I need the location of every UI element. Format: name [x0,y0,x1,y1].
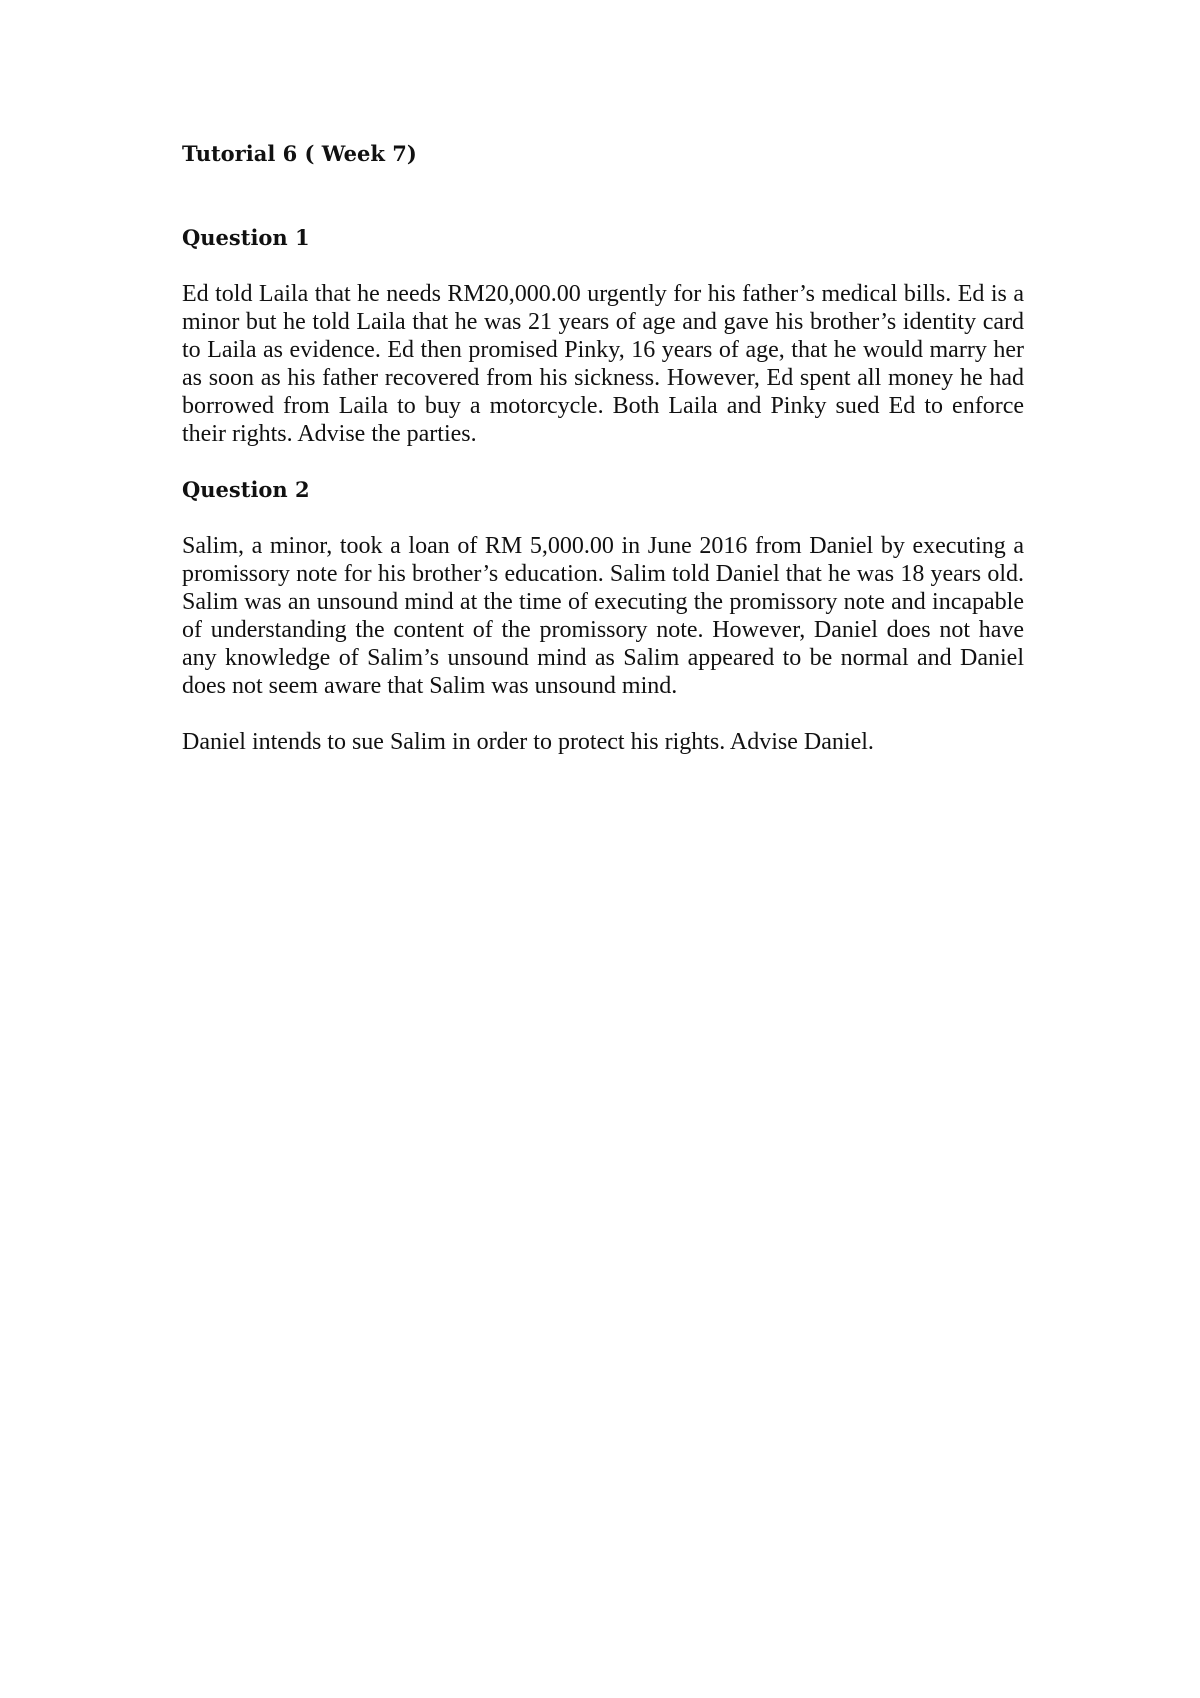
question-2-paragraph-1: Salim, a minor, took a loan of RM 5,000.00 in June 2016 from Daniel by executing a promissory note for his brother’s education. Salim told Daniel that he was 18 years old. Salim was an unsound mind at the time of executing the promissory note and incapable of understanding the content of the promissory note. However, Daniel does not have any knowledge of Salim’s unsound mind as Salim appeared to be normal and Daniel does not seem aware that Salim was unsound mind. [182,533,1024,699]
document-page [182,140,1024,756]
question-1-heading: Question 1 [182,225,310,250]
question-2-paragraph-2: Daniel intends to sue Salim in order to protect his rights. Advise Daniel. [182,729,874,755]
page-title: Tutorial 6 ( Week 7) [182,141,417,166]
question-2-heading: Question 2 [182,477,310,502]
question-1-paragraph: Ed told Laila that he needs RM20,000.00 urgently for his father’s medical bills. Ed is a minor but he told Laila that he was 21 years of age and gave his brother’s identity card to Laila as evidence. Ed then promised Pinky, 16 years of age, that he would marry her as soon as his father recovered from his sickness. However, Ed spent all money he had borrowed from Laila to buy a motorcycle. Both Laila and Pinky sued Ed to enforce their rights. Advise the parties. [182,281,1024,447]
